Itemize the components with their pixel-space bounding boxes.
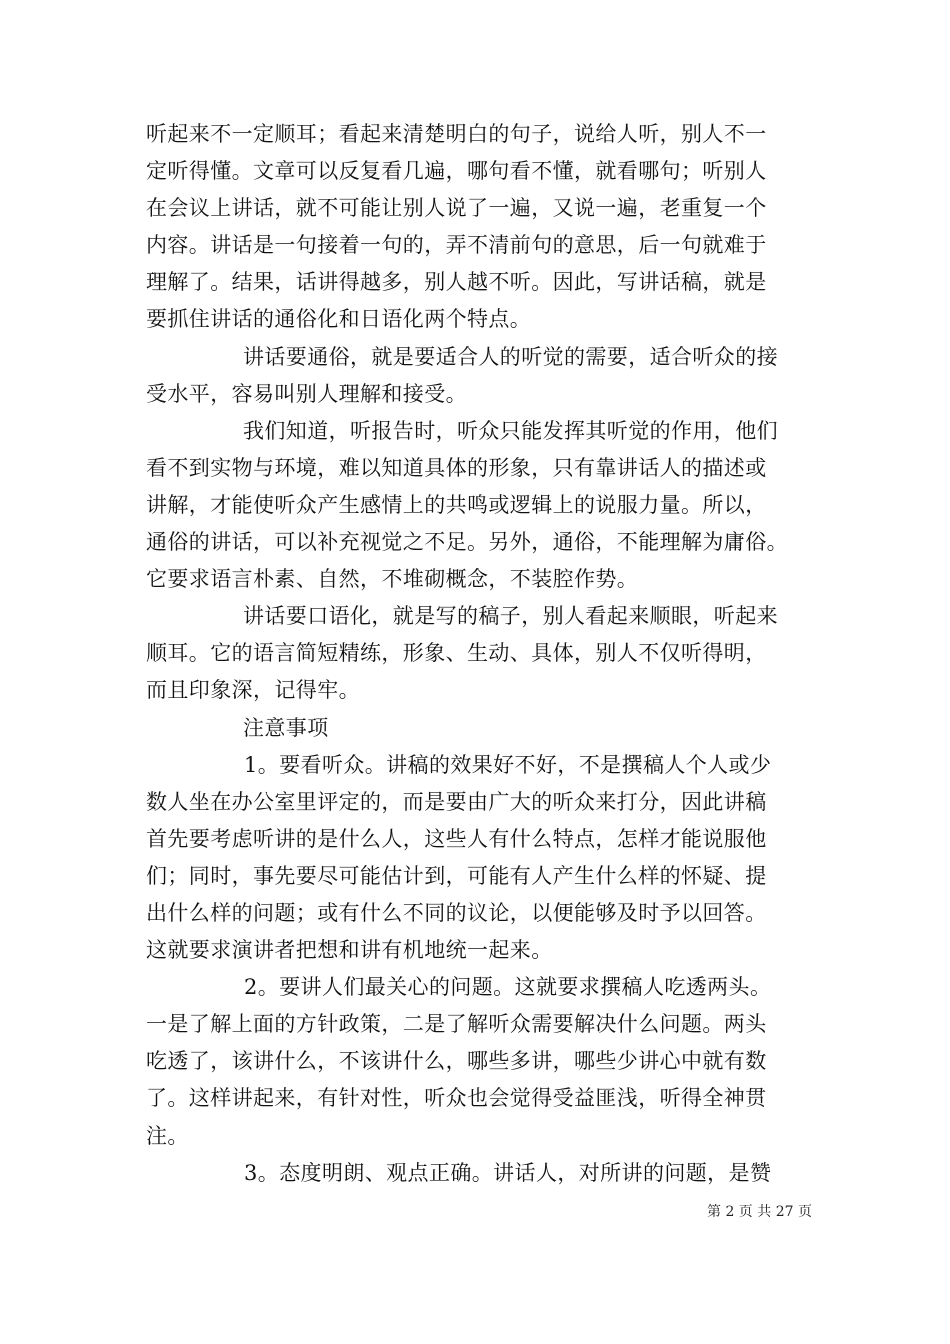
text-line: 一是了解上面的方针政策，二是了解听众需要解决什么问题。两头 <box>146 1012 767 1037</box>
text-line: 看不到实物与环境，难以知道具体的形象，只有靠讲话人的描述或 <box>146 455 767 480</box>
body-text <box>146 116 816 1192</box>
text-line: 数人坐在办公室里评定的，而是要由广大的听众来打分，因此讲稿 <box>146 789 767 814</box>
paragraph-start-line: 1。要看听众。讲稿的效果好不好，不是撰稿人个人或少 <box>244 752 772 777</box>
text-line: 它要求语言朴素、自然，不堆砌概念，不装腔作势。 <box>146 567 639 592</box>
text-line: 了。这样讲起来，有针对性，听众也会觉得受益匪浅，听得全神贯 <box>146 1086 767 1111</box>
text-line: 出什么样的问题；或有什么不同的议论，以便能够及时予以回答。 <box>146 900 767 925</box>
text-line: 受水平，容易叫别人理解和接受。 <box>146 381 467 406</box>
section-heading: 注意事项 <box>243 715 329 740</box>
text-line: 注。 <box>146 1123 189 1148</box>
text-line: 们；同时，事先要尽可能估计到，可能有人产生什么样的怀疑、提 <box>146 863 767 888</box>
text-line: 顺耳。它的语言简短精练，形象、生动、具体，别人不仅听得明， <box>146 641 767 666</box>
text-line: 首先要考虑听讲的是什么人，这些人有什么特点，怎样才能说服他 <box>146 826 767 851</box>
text-line: 讲解，才能使听众产生感情上的共鸣或逻辑上的说服力量。所以， <box>146 492 767 517</box>
text-line: 定听得懂。文章可以反复看几遍，哪句看不懂，就看哪句；听别人 <box>146 159 767 184</box>
text-line: 在会议上讲话，就不可能让别人说了一遍，又说一遍，老重复一个 <box>146 196 767 221</box>
text-line: 通俗的讲话，可以补充视觉之不足。另外，通俗，不能理解为庸俗。 <box>146 530 788 555</box>
paragraph-start-line: 3。态度明朗、观点正确。讲话人，对所讲的问题，是赞 <box>244 1160 772 1185</box>
paragraph-start-line: 讲话要通俗，就是要适合人的听觉的需要，适合听众的接 <box>243 344 778 369</box>
paragraph-start-line: 讲话要口语化，就是写的稿子，别人看起来顺眼，听起来 <box>243 604 778 629</box>
text-line: 听起来不一定顺耳；看起来清楚明白的句子，说给人听，别人不一 <box>146 122 767 146</box>
text-line: 理解了。结果，话讲得越多，别人越不听。因此，写讲话稿，就是 <box>146 270 767 295</box>
page-number-footer: 第 2 页 共 27 页 <box>707 1204 812 1220</box>
text-line: 内容。讲话是一句接着一句的，弄不清前句的意思，后一句就难于 <box>146 233 767 258</box>
paragraph-start-line: 我们知道，听报告时，听众只能发挥其听觉的作用，他们 <box>243 418 778 443</box>
text-line: 吃透了，该讲什么，不该讲什么，哪些多讲，哪些少讲心中就有数 <box>146 1049 767 1074</box>
text-line: 而且印象深，记得牢。 <box>146 678 360 703</box>
paragraph-start-line: 2。要讲人们最关心的问题。这就要求撰稿人吃透两头。 <box>244 975 772 1000</box>
text-line: 要抓住讲话的通俗化和日语化两个特点。 <box>146 307 532 332</box>
text-line: 这就要求演讲者把想和讲有机地统一起来。 <box>146 938 553 963</box>
